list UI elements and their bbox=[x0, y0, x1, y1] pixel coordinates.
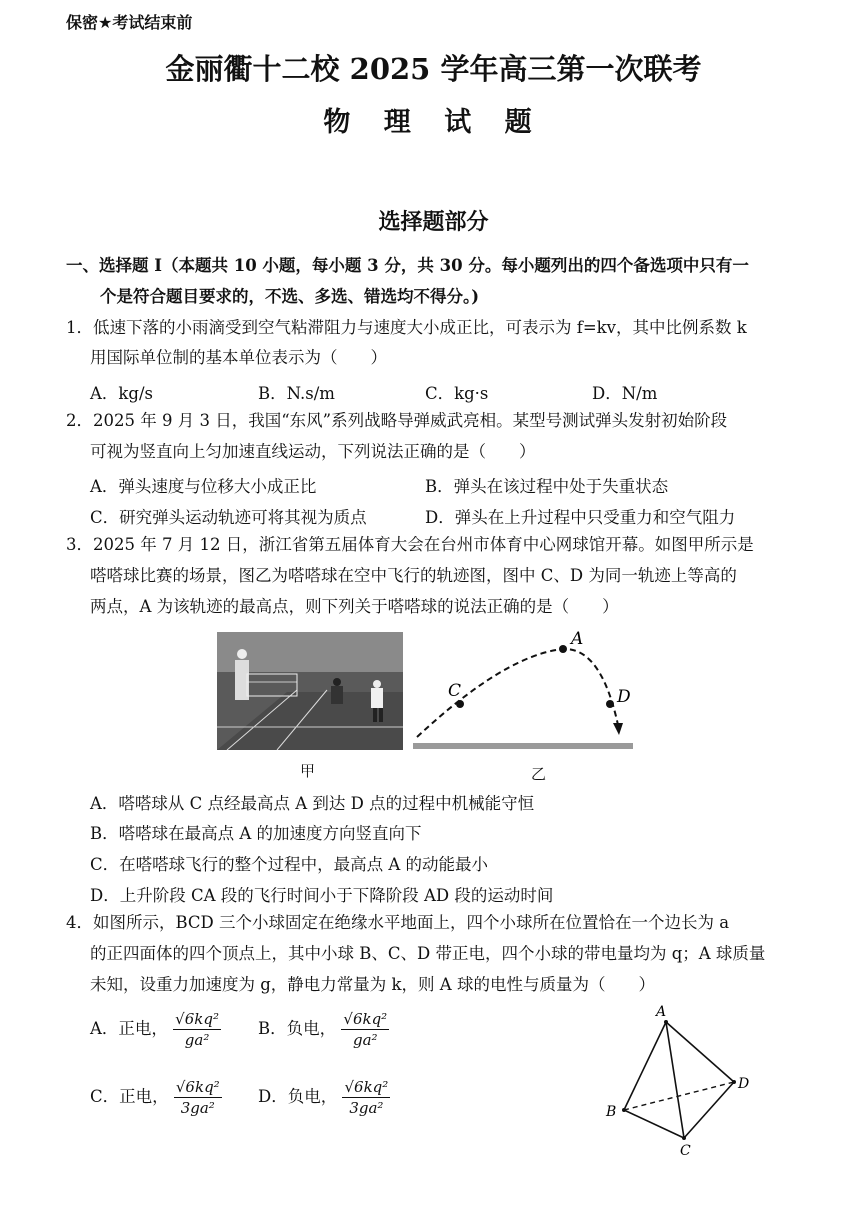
q3-stem-line-3: 两点，A 为该轨迹的最高点，则下列关于嗒嗒球的说法正确的是（ ） bbox=[90, 597, 619, 616]
q4-option-c-numerator: √6kq² bbox=[175, 1078, 220, 1096]
q4-option-b-fraction bbox=[341, 1010, 389, 1049]
vertex-d-label: D bbox=[738, 1076, 750, 1092]
edge-ab bbox=[624, 1022, 666, 1110]
q3-stem-line-1: 3．2025 年 7 月 12 日，浙江省第五届体育大会在台州市体育中心网球馆开幕。如图甲所示是 bbox=[66, 535, 754, 554]
q3-option-d: D．上升阶段 CA 段的飞行时间小于下降阶段 AD 段的运动时间 bbox=[90, 886, 554, 905]
q4-option-c-fraction bbox=[174, 1078, 222, 1117]
trajectory-arrow bbox=[613, 723, 623, 735]
point-d bbox=[606, 700, 614, 708]
q4-option-c bbox=[90, 1078, 222, 1117]
q4-option-c-prefix: C．正电， bbox=[90, 1087, 169, 1106]
q4-stem-line-2: 的正四面体的四个顶点上，其中小球 B、C、D 带正电，四个小球的带电量均为 q；A 球质量 bbox=[90, 944, 766, 963]
match-photo bbox=[217, 632, 403, 750]
q4-option-d-fraction bbox=[342, 1078, 390, 1117]
q1-stem-line-1: 1．低速下落的小雨滴受到空气粘滞阻力与速度大小成正比，可表示为 f=kv，其中比例系数 k bbox=[66, 318, 747, 337]
figure-caption-jia: 甲 bbox=[300, 762, 316, 780]
q2-option-c: C．研究弹头运动轨迹可将其视为质点 bbox=[90, 508, 367, 527]
point-c bbox=[456, 700, 464, 708]
q1-option-c: C．kg·s bbox=[425, 384, 489, 403]
edge-cd bbox=[684, 1082, 734, 1138]
q2-stem-line-1: 2．2025 年 9 月 3 日，我国“东风”系列战略导弹威武亮相。某型号测试弹头发射初始阶段 bbox=[66, 411, 728, 430]
q4-option-b-denominator: ga² bbox=[353, 1031, 378, 1049]
label-c: C bbox=[448, 681, 462, 701]
q4-option-d-prefix: D．负电， bbox=[258, 1087, 338, 1106]
label-d: D bbox=[617, 687, 631, 707]
q3-option-a: A．嗒嗒球从 C 点经最高点 A 到达 D 点的过程中机械能守恒 bbox=[90, 794, 535, 813]
q4-option-c-denominator: 3ga² bbox=[180, 1099, 215, 1117]
label-a: A bbox=[571, 629, 584, 649]
instructions-line-2: 个是符合题目要求的，不选、多选、错选均不得分。) bbox=[100, 287, 480, 306]
tetrahedron-diagram bbox=[598, 1000, 768, 1160]
q2-option-a: A．弹头速度与位移大小成正比 bbox=[90, 477, 317, 496]
q4-option-b-numerator: √6kq² bbox=[343, 1010, 388, 1028]
q4-stem-line-3: 未知，设重力加速度为 g，静电力常量为 k，则 A 球的电性与质量为（ ） bbox=[90, 975, 655, 994]
exam-subtitle: 物 理 试 题 bbox=[323, 107, 544, 138]
q4-option-a-numerator: √6kq² bbox=[175, 1010, 219, 1028]
vertex-a-label: A bbox=[656, 1004, 667, 1020]
q4-option-d-numerator: √6kq² bbox=[344, 1078, 389, 1096]
q2-option-d: D．弹头在上升过程中只受重力和空气阻力 bbox=[425, 508, 736, 527]
instructions-line-1: 一、选择题 I（本题共 10 小题，每小题 3 分，共 30 分。每小题列出的四个备选项中只有一 bbox=[66, 256, 749, 275]
ground-line bbox=[413, 743, 633, 749]
q4-option-d bbox=[258, 1078, 390, 1117]
q4-option-d-denominator: 3ga² bbox=[349, 1099, 384, 1117]
vertex-b-label: B bbox=[606, 1104, 617, 1120]
section-heading: 选择题部分 bbox=[378, 209, 489, 235]
q4-option-a-fraction bbox=[173, 1010, 221, 1049]
q2-option-b: B．弹头在该过程中处于失重状态 bbox=[425, 477, 669, 496]
q2-stem-line-2: 可视为竖直向上匀加速直线运动，下列说法正确的是（ ） bbox=[90, 442, 536, 461]
q1-option-d: D．N/m bbox=[592, 384, 658, 403]
q1-option-b: B．N.s/m bbox=[258, 384, 335, 403]
q4-option-a-denominator: ga² bbox=[184, 1031, 210, 1049]
q3-stem-line-2: 嗒嗒球比赛的场景，图乙为嗒嗒球在空中飞行的轨迹图，图中 C、D 为同一轨迹上等高的 bbox=[90, 566, 737, 585]
q1-stem-line-2: 用国际单位制的基本单位表示为（ ） bbox=[90, 348, 387, 367]
edge-ac bbox=[666, 1022, 684, 1138]
q4-option-b-prefix: B．负电， bbox=[258, 1019, 337, 1038]
confidential-mark: 保密★考试结束前 bbox=[66, 13, 193, 32]
q4-option-b bbox=[258, 1010, 389, 1049]
q4-option-a bbox=[90, 1010, 221, 1049]
q1-option-a: A．kg/s bbox=[90, 384, 154, 403]
vertex-c-label: C bbox=[680, 1143, 691, 1159]
q3-option-b: B．嗒嗒球在最高点 A 的加速度方向竖直向下 bbox=[90, 824, 422, 843]
q4-stem-line-1: 4．如图所示，BCD 三个小球固定在绝缘水平地面上，四个小球所在位置恰在一个边长为 a bbox=[66, 913, 730, 932]
edge-ad bbox=[666, 1022, 734, 1082]
exam-title: 金丽衢十二校 2025 学年高三第一次联考 bbox=[165, 52, 702, 86]
q4-option-a-prefix: A．正电， bbox=[90, 1019, 168, 1038]
trajectory-diagram bbox=[405, 625, 640, 755]
point-a bbox=[559, 645, 567, 653]
q3-option-c: C．在嗒嗒球飞行的整个过程中，最高点 A 的动能最小 bbox=[90, 855, 489, 874]
edge-bc bbox=[624, 1110, 684, 1138]
figure-caption-yi: 乙 bbox=[531, 765, 547, 783]
